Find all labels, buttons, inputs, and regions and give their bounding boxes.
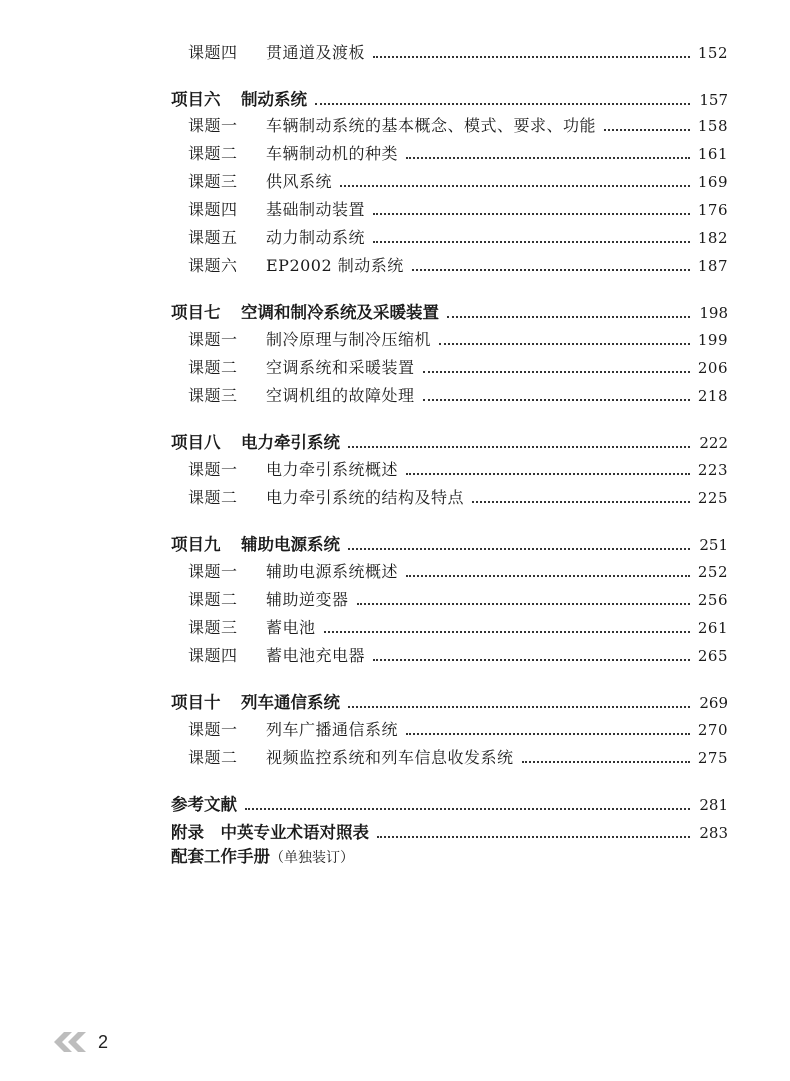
dot-leader bbox=[348, 547, 690, 550]
dot-leader bbox=[245, 807, 690, 810]
toc-entry-page: 187 bbox=[697, 257, 728, 275]
toc-entry-page: 275 bbox=[697, 749, 728, 767]
toc-entry-page: 256 bbox=[697, 591, 728, 609]
toc-entry-number: 课题三 bbox=[188, 386, 238, 405]
toc-entry-page: 157 bbox=[699, 91, 728, 109]
toc-entry-number: 课题三 bbox=[188, 618, 238, 637]
toc-entry-title: 蓄电池充电器 bbox=[266, 646, 366, 665]
toc-entry-number: 课题六 bbox=[188, 256, 238, 275]
toc-lesson-entry[interactable] bbox=[188, 615, 728, 638]
toc-entry-page: 270 bbox=[697, 721, 728, 739]
dot-leader bbox=[373, 240, 690, 243]
toc-project-entry[interactable] bbox=[171, 531, 728, 555]
toc-entry-title: 电力牵引系统的结构及特点 bbox=[266, 488, 465, 507]
toc-lesson-entry[interactable] bbox=[188, 113, 728, 136]
dot-leader bbox=[340, 184, 690, 187]
toc-entry-title: 车辆制动系统的基本概念、模式、要求、功能 bbox=[266, 116, 597, 135]
dot-leader bbox=[472, 500, 690, 503]
dot-leader bbox=[348, 445, 690, 448]
toc-entry-number: 项目九 bbox=[171, 535, 221, 554]
toc-lesson-entry[interactable] bbox=[188, 745, 728, 768]
toc-lesson-entry[interactable] bbox=[188, 225, 728, 248]
toc-entry-page: 222 bbox=[699, 434, 728, 452]
toc-entry-title: 蓄电池 bbox=[266, 618, 316, 637]
page-number: 2 bbox=[98, 1031, 109, 1052]
dot-leader bbox=[377, 835, 690, 838]
dot-leader bbox=[423, 398, 690, 401]
toc-entry-page: 169 bbox=[697, 173, 728, 191]
toc-entry-page: 206 bbox=[697, 359, 728, 377]
toc-entry-title: 辅助逆变器 bbox=[266, 590, 349, 609]
toc-entry-title: 列车广播通信系统 bbox=[266, 720, 399, 739]
toc-entry-number: 课题四 bbox=[188, 646, 238, 665]
dot-leader bbox=[406, 732, 690, 735]
toc-entry-number: 课题二 bbox=[188, 590, 238, 609]
toc-entry-number: 课题一 bbox=[188, 330, 238, 349]
dot-leader bbox=[373, 658, 690, 661]
dot-leader bbox=[604, 128, 690, 131]
toc-entry-number: 课题四 bbox=[188, 43, 238, 62]
toc-lesson-entry[interactable] bbox=[188, 327, 728, 350]
dot-leader bbox=[315, 102, 690, 105]
toc-entry-page: 283 bbox=[699, 824, 728, 842]
dot-leader bbox=[423, 370, 690, 373]
toc-entry-number: 课题二 bbox=[188, 358, 238, 377]
toc-entry-number: 课题二 bbox=[188, 748, 238, 767]
toc-entry-page: 182 bbox=[697, 229, 728, 247]
toc-entry-page: 218 bbox=[697, 387, 728, 405]
toc-lesson-entry[interactable] bbox=[188, 485, 728, 508]
page-footer bbox=[50, 1030, 108, 1054]
dot-leader bbox=[522, 760, 690, 763]
toc-entry-page: 158 bbox=[697, 117, 728, 135]
toc-entry-page: 265 bbox=[697, 647, 728, 665]
toc-entry-page: 199 bbox=[697, 331, 728, 349]
dot-leader bbox=[412, 268, 690, 271]
toc-entry-title: 基础制动装置 bbox=[266, 200, 366, 219]
toc-entry-page: 198 bbox=[699, 304, 728, 322]
toc-lesson-entry[interactable] bbox=[188, 355, 728, 378]
toc-entry-title: 电力牵引系统概述 bbox=[266, 460, 399, 479]
toc-entry-page: 152 bbox=[697, 44, 728, 62]
dot-leader bbox=[373, 55, 690, 58]
toc-backmatter-entry[interactable] bbox=[171, 819, 728, 843]
toc-entry-number: 课题二 bbox=[188, 488, 238, 507]
toc-entry-title: 动力制动系统 bbox=[266, 228, 366, 247]
dot-leader bbox=[357, 602, 690, 605]
toc-entry-number: 课题二 bbox=[188, 144, 238, 163]
toc-entry-number: 课题一 bbox=[188, 460, 238, 479]
toc-entry-title: 辅助电源系统概述 bbox=[266, 562, 399, 581]
toc-entry-number: 课题五 bbox=[188, 228, 238, 247]
toc-entry-number: 项目六 bbox=[171, 90, 221, 109]
toc-project-entry[interactable] bbox=[171, 299, 728, 323]
toc-lesson-entry[interactable] bbox=[188, 169, 728, 192]
toc-entry-title: 供风系统 bbox=[266, 172, 333, 191]
toc-lesson-entry[interactable] bbox=[188, 253, 728, 276]
toc-entry-number: 课题一 bbox=[188, 116, 238, 135]
dot-leader bbox=[406, 574, 690, 577]
toc-entry-page: 252 bbox=[697, 563, 728, 581]
toc-entry-title: 制冷原理与制冷压缩机 bbox=[266, 330, 432, 349]
toc-lesson-entry[interactable] bbox=[188, 141, 728, 164]
toc-lesson-entry[interactable] bbox=[188, 643, 728, 666]
dot-leader bbox=[348, 705, 690, 708]
toc-project-entry[interactable] bbox=[171, 689, 728, 713]
toc-entry-page: 269 bbox=[699, 694, 728, 712]
toc-entry-number: 课题一 bbox=[188, 720, 238, 739]
toc-entry-title: 列车通信系统 bbox=[241, 693, 340, 712]
toc-backmatter-entry[interactable] bbox=[171, 791, 728, 815]
toc-entry-title: 贯通道及渡板 bbox=[266, 43, 366, 62]
dot-leader bbox=[406, 472, 690, 475]
toc-entry-note: （单独装订） bbox=[270, 850, 354, 866]
dot-leader bbox=[447, 315, 690, 318]
dot-leader bbox=[406, 156, 690, 159]
toc-lesson-entry[interactable] bbox=[188, 383, 728, 406]
toc-entry-number: 课题一 bbox=[188, 562, 238, 581]
toc-entry-page: 261 bbox=[697, 619, 728, 637]
toc-entry-title: 附录 中英专业术语对照表 bbox=[171, 823, 369, 842]
toc-lesson-entry[interactable] bbox=[188, 40, 728, 63]
toc-entry-page: 223 bbox=[697, 461, 728, 479]
toc-lesson-entry[interactable] bbox=[188, 717, 728, 740]
double-chevron-left-icon bbox=[50, 1030, 92, 1054]
toc-entry-title: 空调机组的故障处理 bbox=[266, 386, 415, 405]
toc-entry-title: 电力牵引系统 bbox=[241, 433, 340, 452]
toc-entry-title: EP2002 制动系统 bbox=[266, 256, 404, 275]
toc-lesson-entry[interactable] bbox=[188, 559, 728, 582]
toc-entry-title: 制动系统 bbox=[241, 90, 307, 109]
toc-lesson-entry[interactable] bbox=[188, 457, 728, 480]
toc-lesson-entry[interactable] bbox=[188, 197, 728, 220]
toc-entry-title: 车辆制动机的种类 bbox=[266, 144, 399, 163]
dot-leader bbox=[439, 342, 690, 345]
toc-entry-title: 空调系统和采暖装置 bbox=[266, 358, 415, 377]
toc-entry-page: 176 bbox=[697, 201, 728, 219]
toc-entry-page: 225 bbox=[697, 489, 728, 507]
toc-project-entry[interactable] bbox=[171, 86, 728, 110]
toc-entry-number: 课题四 bbox=[188, 200, 238, 219]
dot-leader bbox=[373, 212, 690, 215]
toc-entry-number: 项目八 bbox=[171, 433, 221, 452]
toc-lesson-entry[interactable] bbox=[188, 587, 728, 610]
toc-backmatter-entry[interactable] bbox=[171, 843, 728, 867]
toc-project-entry[interactable] bbox=[171, 429, 728, 453]
toc-entry-title: 辅助电源系统 bbox=[241, 535, 340, 554]
toc-entry-page: 281 bbox=[699, 796, 728, 814]
toc-entry-page: 251 bbox=[699, 536, 728, 554]
toc-entry-number: 项目十 bbox=[171, 693, 221, 712]
toc-entry-page: 161 bbox=[697, 145, 728, 163]
toc-entry-number: 项目七 bbox=[171, 303, 221, 322]
dot-leader bbox=[324, 630, 690, 633]
toc-entry-title: 参考文献 bbox=[171, 795, 237, 814]
toc-entry-title: 视频监控系统和列车信息收发系统 bbox=[266, 748, 514, 767]
toc-entry-title: 配套工作手册 bbox=[171, 847, 270, 866]
toc-entry-title: 空调和制冷系统及采暖装置 bbox=[241, 303, 439, 322]
toc-entry-number: 课题三 bbox=[188, 172, 238, 191]
